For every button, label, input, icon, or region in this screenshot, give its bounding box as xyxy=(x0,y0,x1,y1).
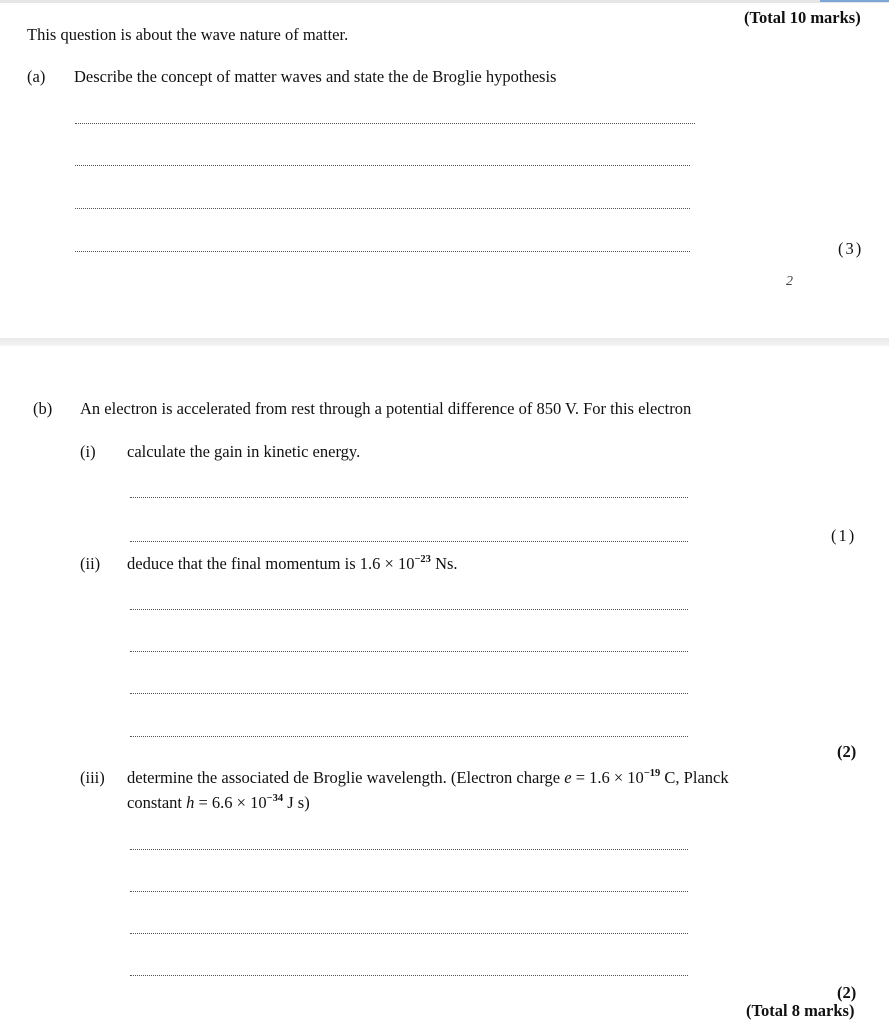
part-bi-label: (i) xyxy=(80,442,96,461)
part-biii-line2 xyxy=(127,793,310,816)
part-biii-line2-after: J s) xyxy=(283,793,310,812)
part-bii-text xyxy=(127,554,458,577)
page-break xyxy=(0,338,889,346)
total-marks-b: (Total 8 marks) xyxy=(746,1001,855,1020)
part-a-marks: (3) xyxy=(838,239,864,258)
part-b-question: An electron is accelerated from rest through a potential difference of 850 V. For this electron xyxy=(80,399,692,418)
answer-line-biii1[interactable] xyxy=(130,849,688,850)
part-biii-line1 xyxy=(127,768,729,791)
answer-line-a4[interactable] xyxy=(75,251,690,252)
answer-line-biii4[interactable] xyxy=(130,975,688,976)
part-a-question: Describe the concept of matter waves and state the de Broglie hypothesis xyxy=(74,67,557,86)
answer-line-bii3[interactable] xyxy=(130,693,688,694)
part-bii-marks: (2) xyxy=(837,742,857,761)
answer-line-a3[interactable] xyxy=(75,208,690,209)
part-bii-exponent: −23 xyxy=(414,554,431,565)
question-intro: This question is about the wave nature of matter. xyxy=(27,25,349,44)
answer-line-bi1[interactable] xyxy=(130,497,688,498)
planck-exponent: −34 xyxy=(266,793,284,804)
answer-line-bi2[interactable] xyxy=(130,541,688,542)
part-biii-line1-after: C, Planck xyxy=(660,768,729,787)
answer-line-biii3[interactable] xyxy=(130,933,688,934)
selection-mark xyxy=(820,0,889,2)
answer-line-bii1[interactable] xyxy=(130,609,688,610)
answer-line-biii2[interactable] xyxy=(130,891,688,892)
part-b-label: (b) xyxy=(33,399,53,418)
answer-line-bii4[interactable] xyxy=(130,736,688,737)
part-biii-label: (iii) xyxy=(80,768,105,787)
total-marks-a: (Total 10 marks) xyxy=(744,8,861,27)
part-a-label: (a) xyxy=(27,67,46,86)
answer-line-a1[interactable] xyxy=(75,123,695,124)
answer-line-a2[interactable] xyxy=(75,165,690,166)
part-bii-label: (ii) xyxy=(80,554,101,573)
planck-value: = 6.6 × 10 xyxy=(194,793,267,812)
part-biii-line2-before: constant xyxy=(127,793,187,812)
page-number: 2 xyxy=(786,274,793,289)
part-bii-text-before: deduce that the final momentum is 1.6 × 10 xyxy=(127,554,415,573)
part-biii-marks: (2) xyxy=(837,983,857,1002)
charge-symbol: e xyxy=(564,768,572,787)
part-bi-marks: (1) xyxy=(831,526,857,545)
page-top-edge xyxy=(0,0,889,3)
part-biii-line1-before: determine the associated de Broglie wavelength. (Electron charge xyxy=(127,768,565,787)
charge-value: = 1.6 × 10 xyxy=(571,768,644,787)
answer-line-bii2[interactable] xyxy=(130,651,688,652)
part-bii-text-after: Ns. xyxy=(430,554,458,573)
charge-exponent: −19 xyxy=(643,768,661,779)
planck-symbol: h xyxy=(186,793,195,812)
part-bi-text: calculate the gain in kinetic energy. xyxy=(127,442,361,461)
